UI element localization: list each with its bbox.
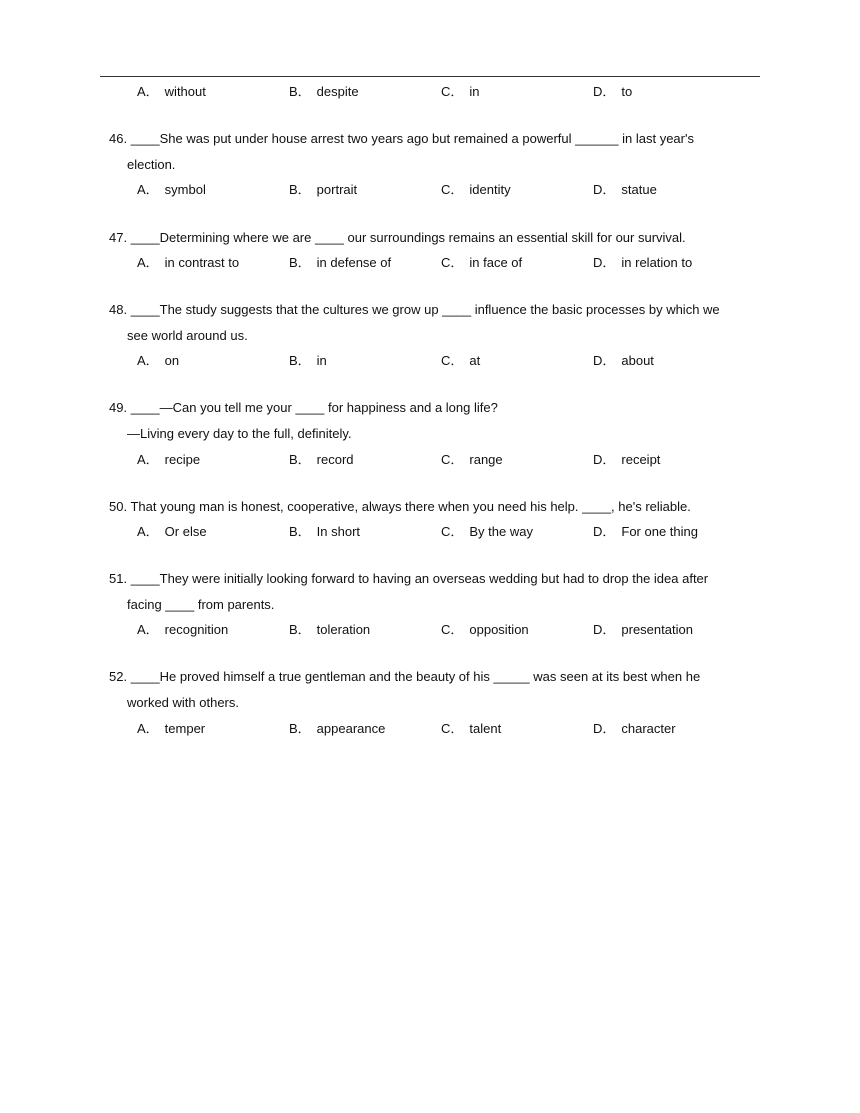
question-text-cont: election. <box>127 157 176 172</box>
option-c[interactable]: C． in face of <box>441 255 523 270</box>
question-number: 47. <box>109 230 128 245</box>
option-b[interactable]: B． in defense of <box>289 255 392 270</box>
question-text-cont: see world around us. <box>127 328 248 343</box>
question-text-cont: facing ____ from parents. <box>127 597 275 612</box>
question-number: 49. <box>109 400 128 415</box>
question-number: 52. <box>109 669 128 684</box>
question-text: ____She was put under house arrest two years ago but remained a powerful ______ in last year's <box>130 131 694 146</box>
question-text: ____Determining where we are ____ our surroundings remains an essential skill for our survival. <box>130 230 686 245</box>
question-text: ____The study suggests that the cultures we grow up ____ influence the basic processes by which we <box>130 302 720 317</box>
option-d[interactable]: D． about <box>593 353 654 368</box>
q51-options <box>137 621 757 639</box>
option-a[interactable]: A． recipe <box>137 452 201 467</box>
option-b[interactable]: B． appearance <box>289 721 386 736</box>
header-rule <box>100 76 760 77</box>
q46-options <box>137 181 757 199</box>
question-49 <box>109 395 761 447</box>
option-d[interactable]: D． statue <box>593 182 657 197</box>
option-a[interactable]: A． on <box>137 353 180 368</box>
q47-options <box>137 254 757 272</box>
option-b[interactable]: B． toleration <box>289 622 371 637</box>
question-50 <box>109 494 761 520</box>
option-a[interactable]: A． in contrast to <box>137 255 240 270</box>
option-b[interactable]: B． in <box>289 353 327 368</box>
question-number: 46. <box>109 131 128 146</box>
option-a[interactable]: A． Or else <box>137 524 207 539</box>
question-text: ____He proved himself a true gentleman and the beauty of his _____ was seen at its best when he <box>130 669 701 684</box>
question-46 <box>109 126 761 178</box>
question-number: 51. <box>109 571 128 586</box>
question-48 <box>109 297 761 349</box>
question-47 <box>109 225 761 251</box>
q49-options <box>137 451 757 469</box>
option-a[interactable]: A． symbol <box>137 182 206 197</box>
option-d[interactable]: D． For one thing <box>593 524 698 539</box>
question-number: 50. <box>109 499 128 514</box>
option-c[interactable]: C． By the way <box>441 524 533 539</box>
option-d[interactable]: D． character <box>593 721 676 736</box>
option-a[interactable]: A． recognition <box>137 622 229 637</box>
option-c[interactable]: C． talent <box>441 721 502 736</box>
q45-options <box>137 83 757 101</box>
option-d[interactable]: D． receipt <box>593 452 661 467</box>
q48-options <box>137 352 757 370</box>
option-c[interactable]: C． in <box>441 84 480 99</box>
question-text-cont: —Living every day to the full, definitely. <box>127 426 352 441</box>
option-c[interactable]: C． opposition <box>441 622 529 637</box>
question-text: ____They were initially looking forward to having an overseas wedding but had to drop the idea after <box>130 571 709 586</box>
option-b[interactable]: B． record <box>289 452 354 467</box>
option-c[interactable]: C． identity <box>441 182 511 197</box>
option-a[interactable]: A． temper <box>137 721 206 736</box>
question-text: That young man is honest, cooperative, always there when you need his help. ____, he's reliable. <box>130 499 691 514</box>
option-b[interactable]: B． In short <box>289 524 361 539</box>
option-d[interactable]: D． presentation <box>593 622 693 637</box>
question-52 <box>109 664 761 716</box>
question-text: ____—Can you tell me your ____ for happiness and a long life? <box>130 400 498 415</box>
option-a[interactable]: A． without <box>137 84 206 99</box>
option-b[interactable]: B． despite <box>289 84 359 99</box>
option-c[interactable]: C． range <box>441 452 503 467</box>
question-text-cont: worked with others. <box>127 695 239 710</box>
q52-options <box>137 720 757 738</box>
option-c[interactable]: C． at <box>441 353 481 368</box>
option-b[interactable]: B． portrait <box>289 182 358 197</box>
option-d[interactable]: D． to <box>593 84 633 99</box>
q50-options <box>137 523 757 541</box>
question-number: 48. <box>109 302 128 317</box>
option-d[interactable]: D． in relation to <box>593 255 693 270</box>
question-51 <box>109 566 761 618</box>
